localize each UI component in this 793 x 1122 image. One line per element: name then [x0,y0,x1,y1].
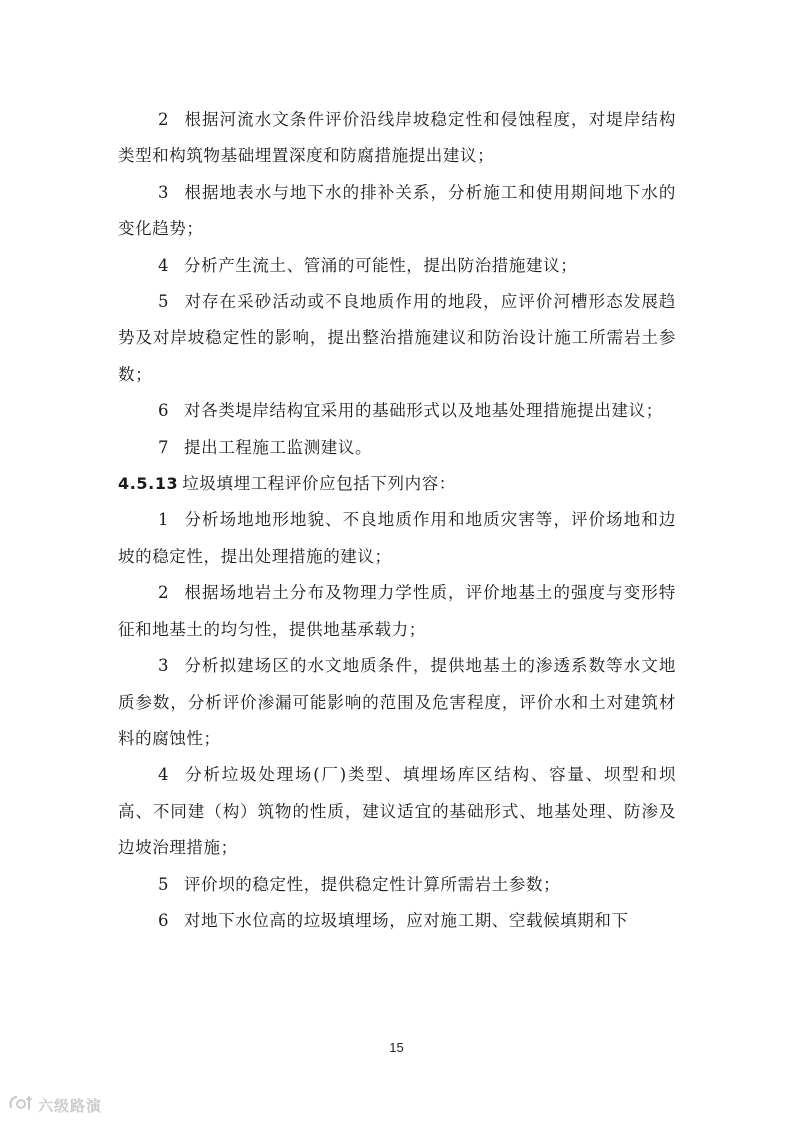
item-number: 3 [158,182,170,202]
item-number: 2 [158,583,170,603]
item-text: 对存在采砂活动或不良地质作用的地段，应评价河槽形态发展趋势及对岸坡稳定性的影响，提出整治措施建议和防治设计施工所需岩土参数； [118,292,676,384]
watermark-text: 六级路演 [38,1096,103,1115]
list-item [118,393,676,429]
item-text: 评价坝的稳定性，提供稳定性计算所需岩土参数； [184,874,561,894]
item-number: 4 [158,255,170,275]
section-heading [118,466,676,502]
item-number: 5 [158,292,170,312]
list-item [118,575,676,648]
item-text: 根据地表水与地下水的排补关系，分析施工和使用期间地下水的变化趋势； [118,182,676,239]
list-item [118,757,676,866]
item-number: 2 [158,110,170,129]
item-text: 根据河流水文条件评价沿线岸坡稳定性和侵蚀程度，对堤岸结构类型和构筑物基础埋置深度和防腐措施提出建议； [118,110,676,166]
list-item [118,102,676,175]
item-number: 4 [158,765,170,785]
item-number: 6 [158,401,170,421]
list-item [118,648,676,757]
item-text: 提出工程施工监测建议。 [184,437,373,457]
item-number: 3 [158,656,170,676]
list-item [118,175,676,248]
item-number: 5 [158,874,170,894]
watermark [8,1093,102,1117]
item-text: 分析产生流土、管涌的可能性，提出防治措施建议； [184,255,578,275]
list-item [118,430,676,466]
document-body [118,102,676,939]
list-item [118,248,676,284]
list-item [118,903,676,939]
item-text: 分析拟建场区的水文地质条件，提供地基土的渗透系数等水文地质参数，分析评价渗漏可能影响的范围及危害程度，评价水和土对建筑材料的腐蚀性； [118,656,676,748]
item-number: 6 [158,910,170,930]
item-number: 7 [158,437,170,457]
item-text: 对地下水位高的垃圾填埋场，应对施工期、空载候填期和下 [184,910,629,930]
logo-mark-icon [8,1093,34,1117]
list-item [118,284,676,393]
list-item [118,867,676,903]
item-text: 分析垃圾处理场(厂)类型、填埋场库区结构、容量、坝型和坝高、不同建（构）筑物的性质，建议适宜的基础形式、地基处理、防渗及边坡治理措施； [118,765,676,858]
item-text: 分析场地地形地貌、不良地质作用和地质灾害等，评价场地和边坡的稳定性，提出处理措施的建议； [118,510,676,566]
section-title: 垃圾填埋工程评价应包括下列内容： [182,474,456,494]
list-item [118,502,676,575]
item-text: 对各类堤岸结构宜采用的基础形式以及地基处理措施提出建议； [184,401,663,421]
item-number: 1 [158,510,170,530]
page-number: 15 [389,1040,404,1055]
section-number: 4.5.13 [118,474,179,494]
item-text: 根据场地岩土分布及物理力学性质，评价地基土的强度与变形特征和地基土的均匀性，提供地基承载力； [118,583,676,639]
